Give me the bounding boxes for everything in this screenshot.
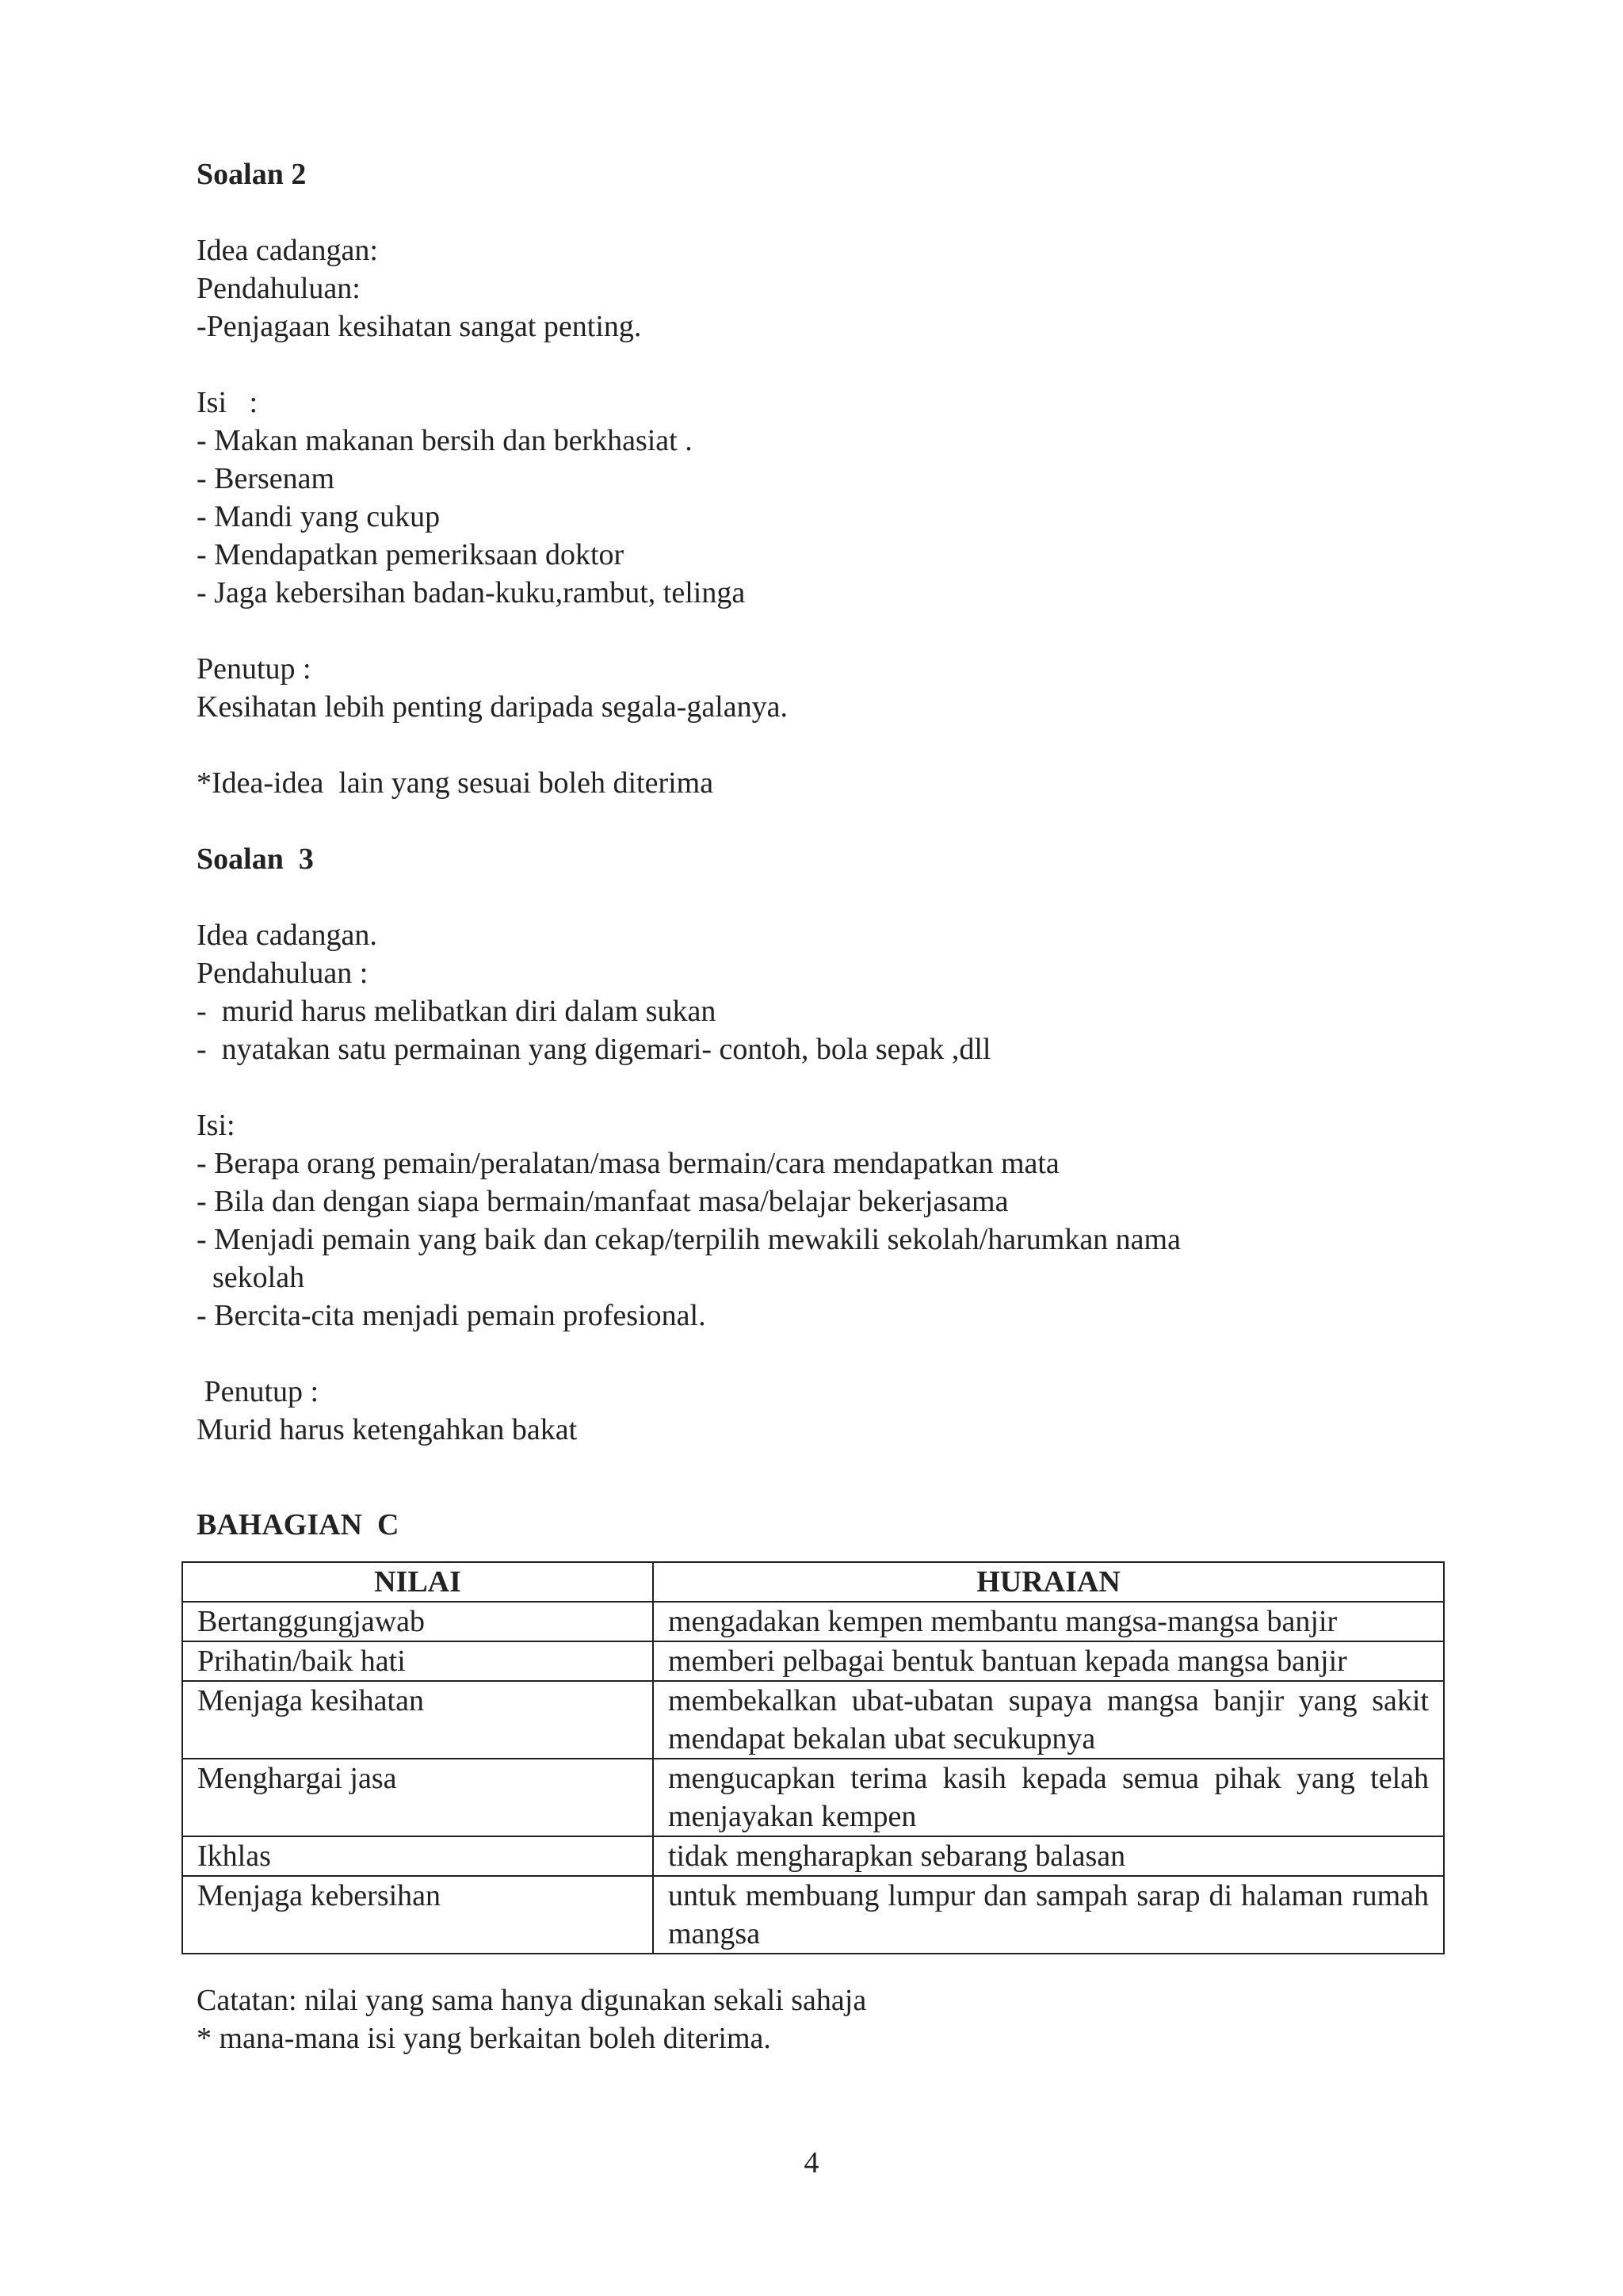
nilai-cell: Menghargai jasa: [182, 1759, 653, 1836]
huraian-cell: mengucapkan terima kasih kepada semua pihak yang telah menjayakan kempen: [653, 1759, 1444, 1836]
soalan-3-pendahuluan-item: - murid harus melibatkan diri dalam sukan: [197, 995, 716, 1028]
nilai-cell: Ikhlas: [182, 1836, 653, 1876]
huraian-cell: memberi pelbagai bentuk bantuan kepada mangsa banjir: [653, 1641, 1444, 1681]
soalan-2-idea-label: Idea cadangan:: [197, 234, 378, 267]
nilai-huraian-table: [181, 1561, 1445, 1954]
soalan-2-isi-item: - Makan makanan bersih dan berkhasiat .: [197, 424, 693, 457]
soalan-3-pendahuluan-label: Pendahuluan :: [197, 957, 369, 990]
soalan-3-pendahuluan-item: - nyatakan satu permainan yang digemari- contoh, bola sepak ,dll: [197, 1033, 991, 1066]
nilai-cell: Menjaga kesihatan: [182, 1681, 653, 1759]
soalan-2-penutup-label: Penutup :: [197, 652, 311, 686]
soalan-2-isi-item: - Bersenam: [197, 462, 335, 495]
soalan-3-penutup-text: Murid harus ketengahkan bakat: [197, 1413, 578, 1446]
soalan-3-isi-item: - Bercita-cita menjadi pemain profesional.: [197, 1299, 706, 1332]
soalan-2-penutup-text: Kesihatan lebih penting daripada segala-galanya.: [197, 690, 788, 724]
table-row: [182, 1836, 1444, 1876]
soalan-3-isi-item: - Menjadi pemain yang baik dan cekap/terpilih mewakili sekolah/harumkan nama: [197, 1223, 1181, 1256]
bahagian-c-notes: [197, 1981, 1449, 2057]
nilai-cell: Bertanggungjawab: [182, 1602, 653, 1641]
bahagian-c-heading: BAHAGIAN C: [197, 1508, 399, 1541]
soalan-3-isi-item: - Bila dan dengan siapa bermain/manfaat masa/belajar bekerjasama: [197, 1185, 1009, 1218]
huraian-cell: mengadakan kempen membantu mangsa-mangsa banjir: [653, 1602, 1444, 1641]
soalan-3-isi-item: - Berapa orang pemain/peralatan/masa bermain/cara mendapatkan mata: [197, 1147, 1060, 1180]
acceptance-note: * mana-mana isi yang berkaitan boleh diterima.: [197, 2022, 771, 2055]
soalan-3-isi-item-continuation: sekolah: [212, 1261, 305, 1294]
page-number: 4: [804, 2146, 819, 2179]
soalan-2-pendahuluan-item: -Penjagaan kesihatan sangat penting.: [197, 310, 642, 343]
soalan-2-note: *Idea-idea lain yang sesuai boleh diterima: [197, 766, 714, 800]
soalan-2-isi-item: - Mendapatkan pemeriksaan doktor: [197, 538, 624, 571]
soalan-3-penutup-label: Penutup :: [197, 1375, 319, 1408]
soalan-2-isi-label: Isi :: [197, 386, 258, 419]
table-header-row: [182, 1562, 1444, 1602]
table-row: [182, 1759, 1444, 1836]
soalan-2-pendahuluan-label: Pendahuluan:: [197, 272, 361, 305]
nilai-cell: Menjaga kebersihan: [182, 1876, 653, 1954]
soalan-3-idea-label: Idea cadangan.: [197, 919, 377, 952]
huraian-cell: untuk membuang lumpur dan sampah sarap di halaman rumah mangsa: [653, 1876, 1444, 1954]
column-header-nilai: NILAI: [182, 1562, 653, 1602]
soalan-2-isi-item: - Mandi yang cukup: [197, 500, 441, 533]
catatan-note: Catatan: nilai yang sama hanya digunakan sekali sahaja: [197, 1984, 867, 2017]
document-page: [197, 155, 1449, 2057]
column-header-huraian: HURAIAN: [653, 1562, 1444, 1602]
soalan-2-isi-item: - Jaga kebersihan badan-kuku,rambut, telinga: [197, 576, 746, 609]
huraian-cell: membekalkan ubat-ubatan supaya mangsa banjir yang sakit mendapat bekalan ubat secukupnya: [653, 1681, 1444, 1759]
nilai-cell: Prihatin/baik hati: [182, 1641, 653, 1681]
soalan-3-isi-label: Isi:: [197, 1109, 235, 1142]
table-row: [182, 1681, 1444, 1759]
table-row: [182, 1602, 1444, 1641]
soalan-2-heading: Soalan 2: [197, 158, 307, 191]
huraian-cell: tidak mengharapkan sebarang balasan: [653, 1836, 1444, 1876]
soalan-3-heading: Soalan 3: [197, 842, 314, 876]
table-row: [182, 1641, 1444, 1681]
table-row: [182, 1876, 1444, 1954]
